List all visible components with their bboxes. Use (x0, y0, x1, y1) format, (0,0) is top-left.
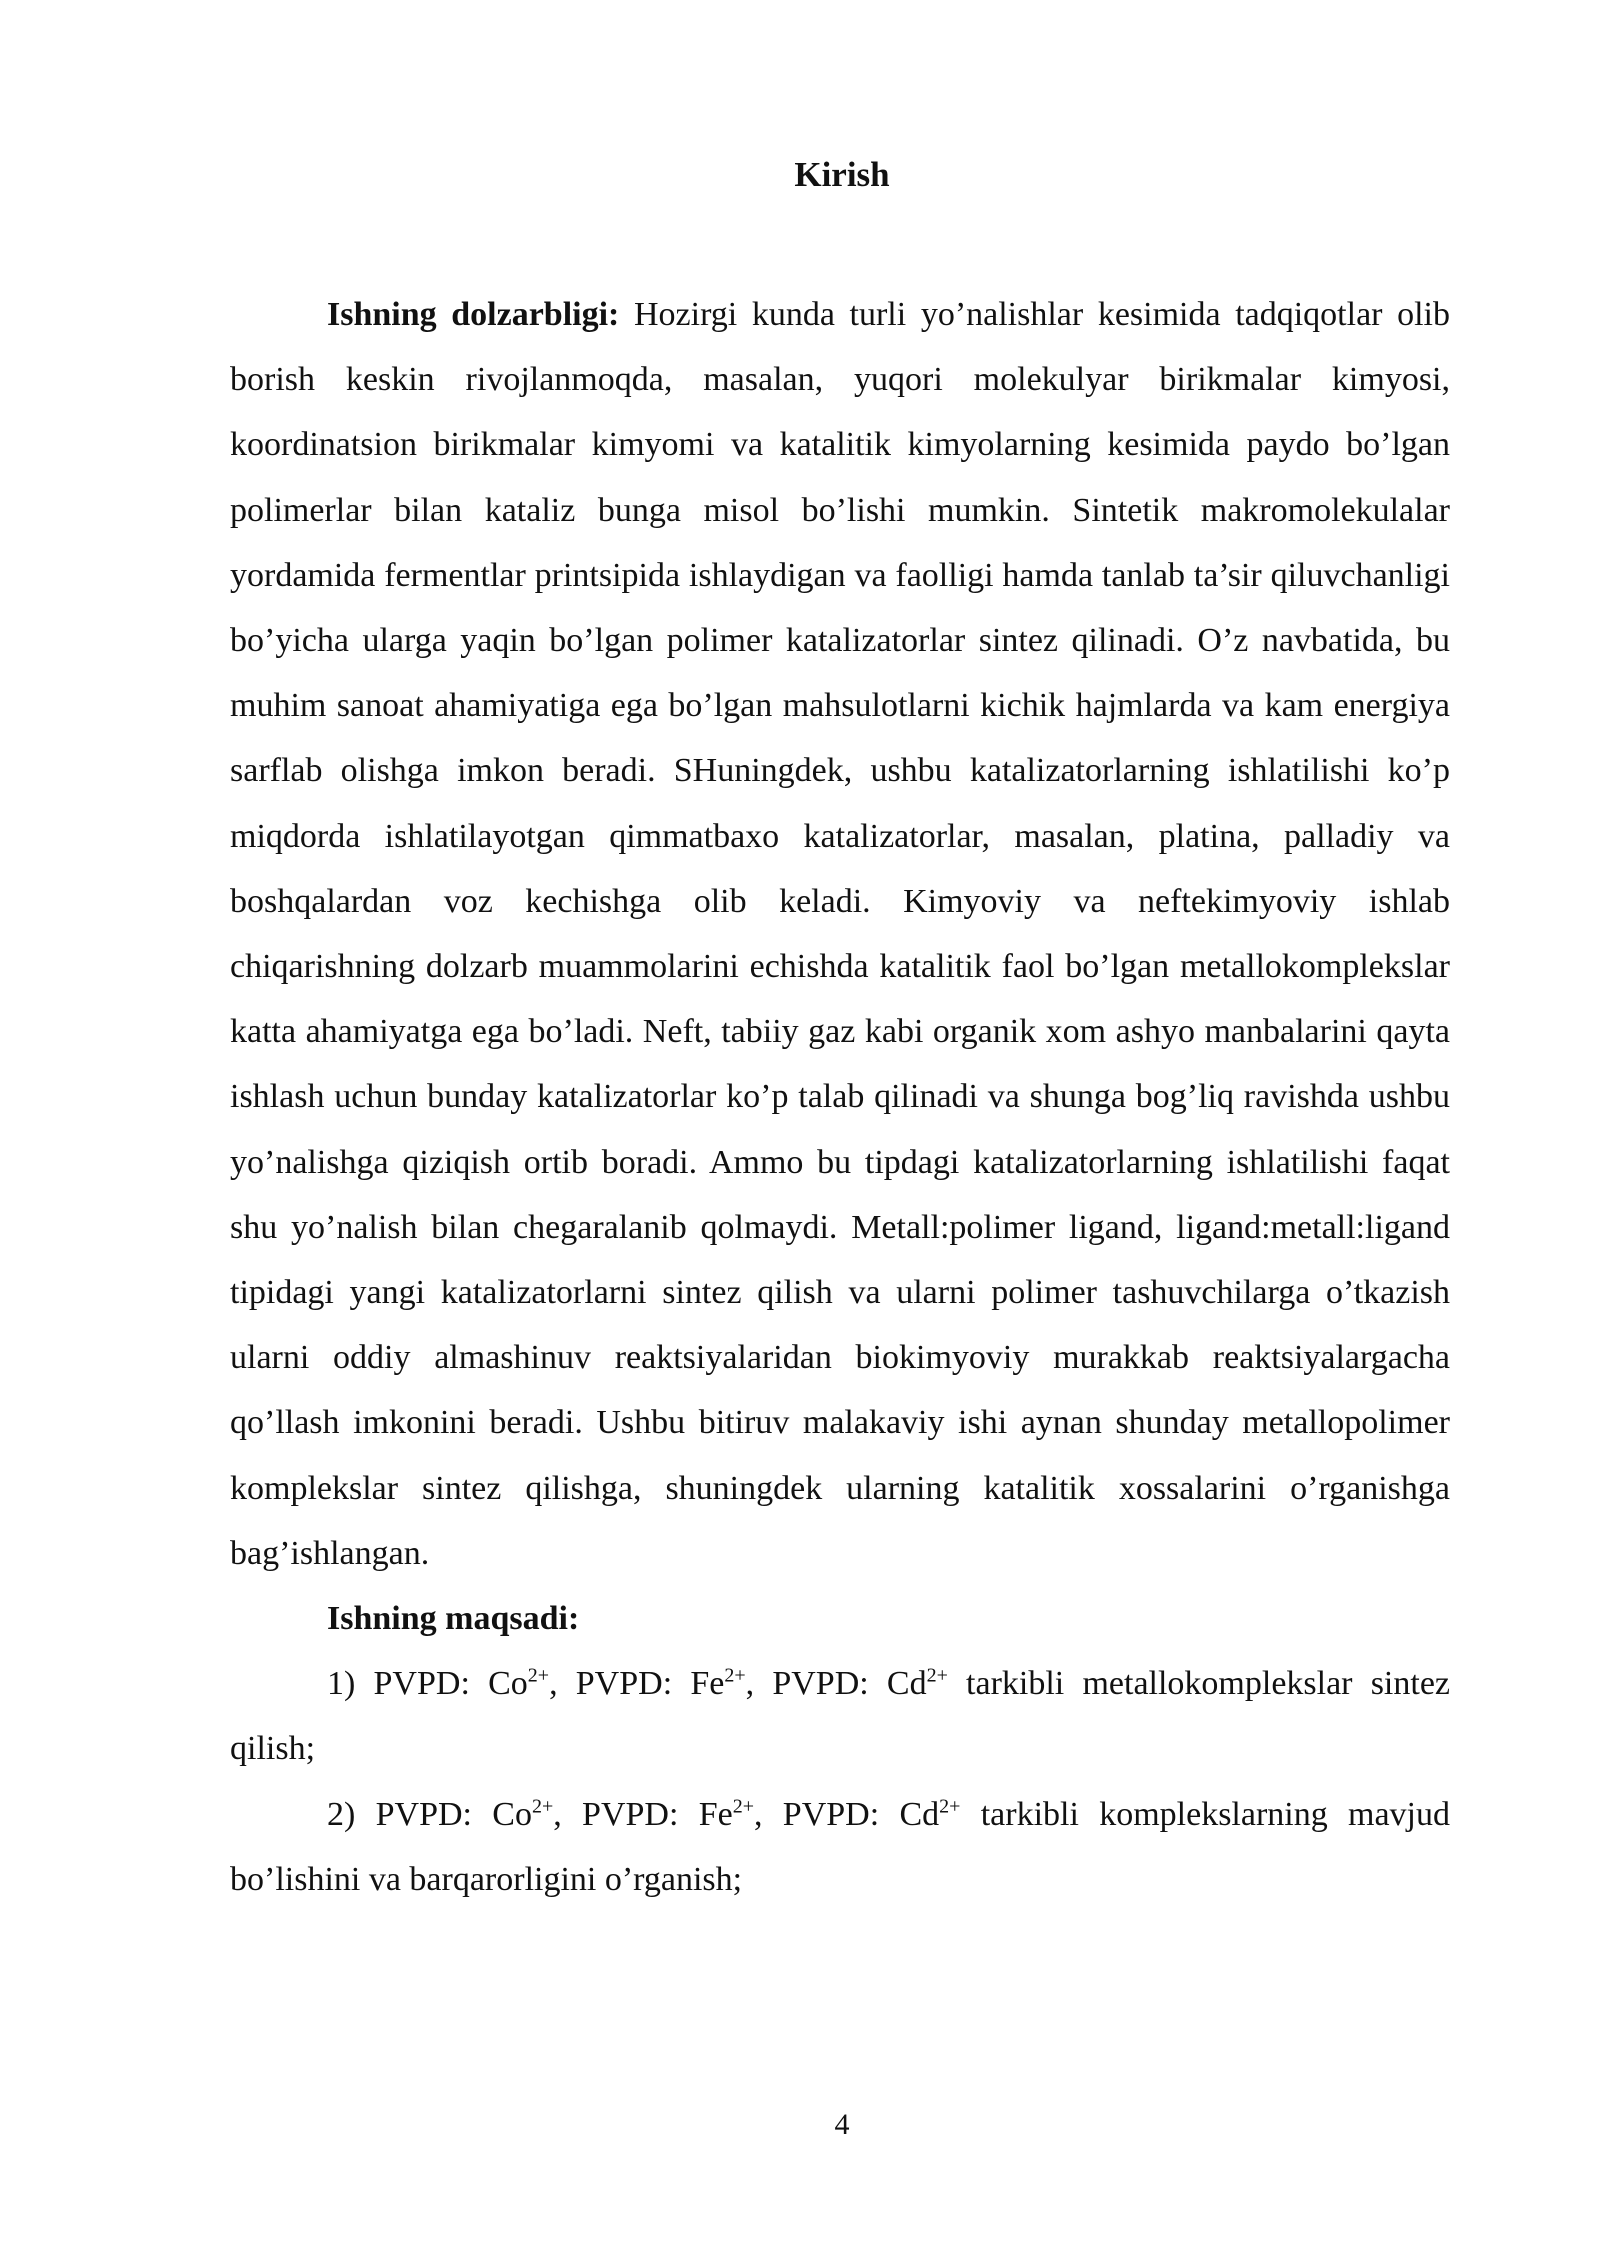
goal-item-2-sup-1: 2+ (531, 1795, 554, 1818)
document-body (230, 282, 1450, 1912)
goal-heading: Ishning maqsadi: (327, 1600, 580, 1638)
goal-item-2 (230, 1782, 1450, 1912)
page-number: 4 (834, 2108, 850, 2141)
goal-item-2-part-1: 2) PVPD: Co (327, 1795, 532, 1833)
goal-item-2-part-3: , PVPD: Cd (754, 1795, 940, 1833)
goal-item-1-sup-1: 2+ (527, 1664, 550, 1687)
goal-item-1-part-1: 1) PVPD: Co (327, 1665, 528, 1703)
relevance-text: Hozirgi kunda turli yo’nalishlar kesimida tadqiqotlar olib borish keskin rivojlanmoqda, masalan, yuqori molekulyar birikmalar kimyosi, koordinatsion birikmalar kimyomi va katalitik kimyolarning kesimida paydo bo’lgan polimerlar bilan kataliz bunga misol bo’lishi mumkin. Sintetik makromolekulalar yordamida fermentlar printsipida ishlaydigan va faolligi hamda tanlab ta’sir qiluvchanligi bo’yicha ularga yaqin bo’lgan polimer katalizatorlar sintez qilinadi. O’z navbatida, bu muhim sanoat ahamiyatiga ega bo’lgan mahsulotlarni kichik hajmlarda va kam energiya sarflab olishga imkon beradi. SHuningdek, ushbu katalizatorlarning ishlatilishi ko’p miqdorda ishlatilayotgan qimmatbaxo katalizatorlar, masalan, platina, palladiy va boshqalardan voz kechishga olib keladi. Kimyoviy va neftekimyoviy ishlab chiqarishning dolzarb muammolarini echishda katalitik faol bo’lgan metallokomplekslar katta ahamiyatga ega bo’ladi. Neft, tabiiy gaz kabi organik xom ashyo manbalarini qayta ishlash uchun bunday katalizatorlar ko’p talab qilinadi va shunga bog’liq ravishda ushbu yo’nalishga qiziqish ortib boradi. Ammo bu tipdagi katalizatorlarning ishlatilishi faqat shu yo’nalish bilan chegaralanib qolmaydi. Metall:polimer ligand, ligand:metall:ligand tipidagi yangi katalizatorlarni sintez qilish va ularni polimer tashuvchilarga o’tkazish ularni oddiy almashinuv reaktsiyalaridan biokimyoviy murakkab reaktsiyalargacha qo’llash imkonini beradi. Ushbu bitiruv malakaviy ishi aynan shunday metallopolimer komplekslar sintez qilishga, shuningdek ularning katalitik xossalarini o’rganishga bag’ishlangan. (230, 296, 1450, 1572)
goal-item-2-part-2: , PVPD: Fe (553, 1795, 733, 1833)
relevance-paragraph (230, 282, 1450, 1586)
page-title: Kirish (794, 155, 890, 194)
goal-item-2-sup-2: 2+ (732, 1795, 754, 1818)
goal-item-1-part-3: , PVPD: Cd (745, 1665, 927, 1703)
goal-heading-paragraph (230, 1586, 1450, 1651)
relevance-heading: Ishning dolzarbligi: (327, 296, 620, 333)
goal-item-1 (230, 1651, 1450, 1781)
goal-item-1-part-4: tarkibli metallokomplekslar sintez qilish; (230, 1665, 1451, 1768)
goal-item-1-sup-2: 2+ (724, 1664, 746, 1687)
goal-item-2-sup-3: 2+ (939, 1795, 961, 1818)
goal-item-1-part-2: , PVPD: Fe (549, 1665, 725, 1703)
goal-item-1-sup-3: 2+ (926, 1664, 948, 1687)
goal-item-2-part-4: tarkibli komplekslarning mavjud bo’lishini va barqarorligini o’rganish; (230, 1795, 1451, 1898)
